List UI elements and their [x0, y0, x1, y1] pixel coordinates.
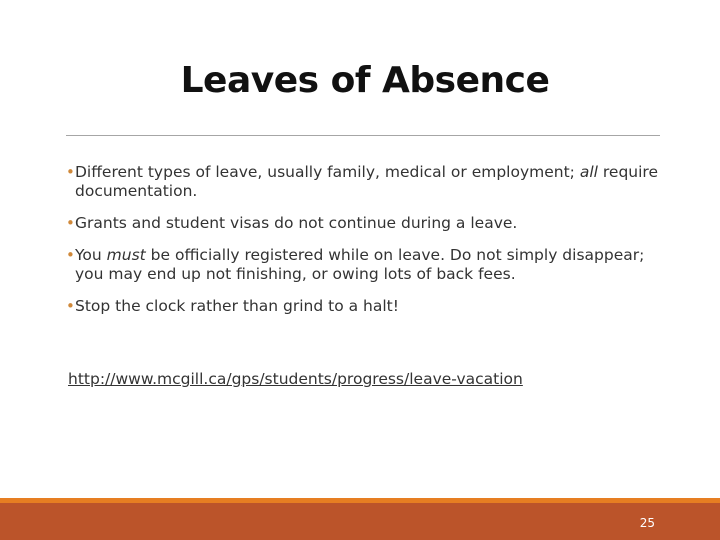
footer-bar — [0, 503, 720, 540]
leave-info-link[interactable]: http://www.mcgill.ca/gps/students/progress/leave-vacation — [68, 370, 523, 388]
bullet-icon: • — [66, 163, 75, 181]
bullet-icon: • — [66, 246, 75, 264]
bullet-text: require documentation. — [75, 163, 658, 200]
slide-title: Leaves of Absence — [180, 60, 550, 101]
bullet-emphasis: must — [106, 246, 146, 264]
bullet-text: be officially registered while on leave. Do not simply disappear; you may end up not finishing, or owing lots of back fees. — [75, 246, 645, 283]
bullet-icon: • — [66, 214, 75, 232]
bullet-item — [66, 246, 666, 284]
bullet-item — [66, 163, 666, 201]
bullet-list — [66, 163, 666, 329]
bullet-text: You — [75, 246, 107, 264]
bullet-item — [66, 214, 666, 233]
bullet-text: Different types of leave, usually family, medical or employment; — [75, 163, 580, 181]
bullet-emphasis: all — [579, 163, 598, 181]
bullet-text: Grants and student visas do not continue during a leave. — [75, 214, 518, 232]
title-divider — [66, 135, 660, 136]
bullet-item — [66, 297, 666, 316]
bullet-icon: • — [66, 297, 75, 315]
bullet-text: Stop the clock rather than grind to a halt! — [75, 297, 399, 315]
page-number: 25 — [639, 516, 655, 530]
